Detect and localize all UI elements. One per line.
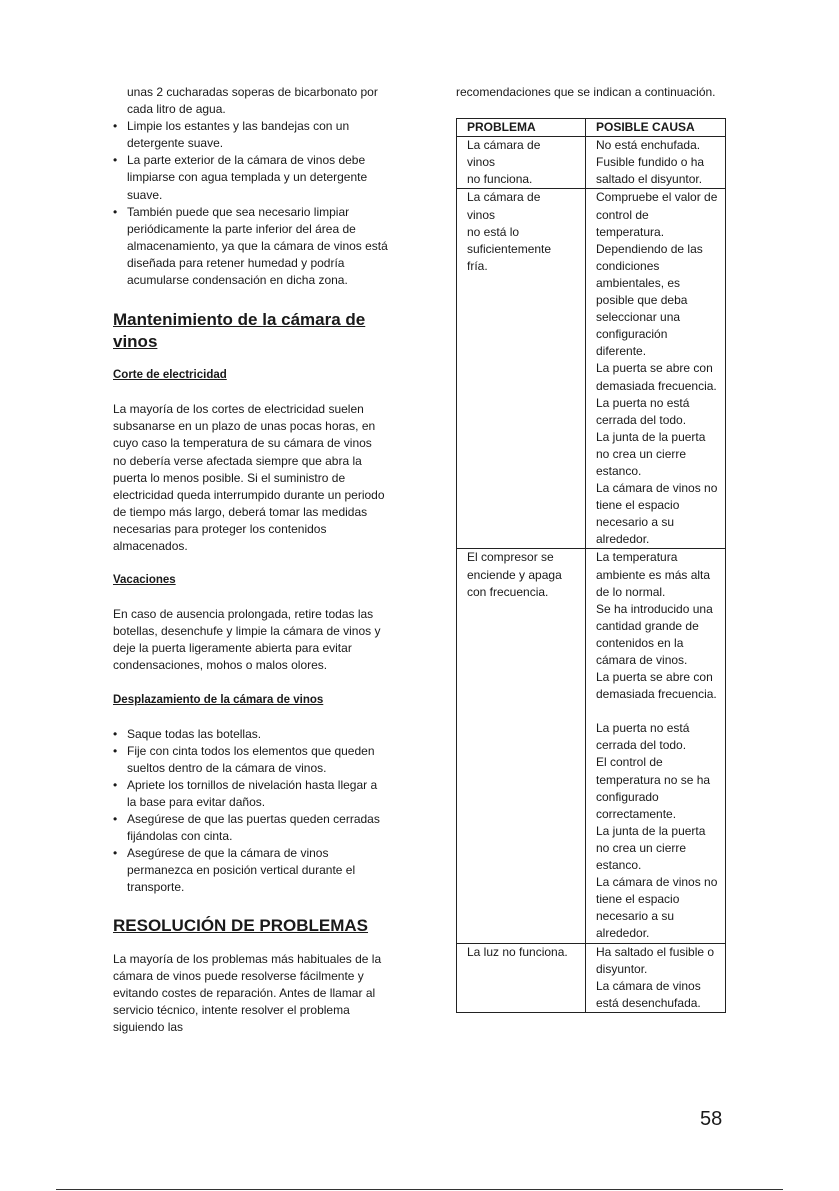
cause-item: La cámara de vinos no tiene el espacio necesario a su alrededor. <box>596 481 718 547</box>
power-outage-heading: Corte de electricidad <box>113 369 227 382</box>
holidays-text: En caso de ausencia prolongada, retire todas las botellas, desenchufe y limpie la cámara de vinos y deje la puerta ligeramente abierta para evitar condensaciones, mohos o malos olores. <box>113 607 381 673</box>
cause-item: La puerta no está cerrada del todo. <box>596 721 690 753</box>
header-problem: PROBLEMA <box>457 119 586 137</box>
cause-item: Fusible fundido o ha saltado el disyuntor. <box>596 155 705 187</box>
problem-line: suficientemente <box>467 241 552 256</box>
table-row <box>457 137 726 189</box>
table-intro: recomendaciones que se indican a continuación. <box>456 85 716 99</box>
troubleshooting-table <box>456 118 726 1013</box>
header-cause: POSIBLE CAUSA <box>586 119 726 137</box>
footer-divider <box>56 1189 783 1190</box>
problem-cell <box>457 549 586 943</box>
problem-line: fría. <box>467 258 488 273</box>
cause-item: La junta de la puerta no crea un cierre estanco. <box>596 823 706 873</box>
table-header-row <box>457 119 726 137</box>
list-item: • Apriete los tornillos de nivelación hasta llegar a la base para evitar daños. <box>113 777 388 811</box>
cause-item: La cámara de vinos está desenchufada. <box>596 978 701 1010</box>
list-item: • Asegúrese de que las puertas queden cerradas fijándolas con cinta. <box>113 811 388 845</box>
cause-item: El control de temperatura no se ha configurado correctamente. <box>596 755 711 821</box>
cause-cell <box>586 549 726 943</box>
page-number: 58 <box>700 1108 723 1130</box>
cause-item: Ha saltado el fusible o disyuntor. <box>596 944 715 976</box>
problem-line: La luz no funciona. <box>467 944 568 959</box>
problem-line: La cámara de <box>467 138 541 153</box>
cleaning-bullet-list <box>113 118 388 289</box>
problem-line: El compresor se enciende y apaga con frecuencia. <box>467 550 562 599</box>
maintenance-heading: Mantenimiento de la cámara de vinos <box>113 310 366 352</box>
holidays-heading: Vacaciones <box>113 574 176 587</box>
cause-item: La puerta no está cerrada del todo. <box>596 395 690 427</box>
moving-heading: Desplazamiento de la cámara de vinos <box>113 693 324 706</box>
problem-cell <box>457 943 586 1012</box>
table-row <box>457 549 726 943</box>
cause-item: La junta de la puerta no crea un cierre estanco. <box>596 429 706 478</box>
problem-line: La cámara de <box>467 190 541 205</box>
list-item: • También puede que sea necesario limpiar periódicamente la parte inferior del área de almacenamiento, ya que la cámara de vinos está diseñada para retener humedad y podría acumularse condensación en dicha zona. <box>113 204 388 289</box>
list-item: • Saque todas las botellas. <box>113 726 388 743</box>
cause-cell <box>586 189 726 549</box>
list-item: • Limpie los estantes y las bandejas con un detergente suave. <box>113 118 388 152</box>
cause-item: La cámara de vinos no tiene el espacio necesario a su alrededor. <box>596 875 718 941</box>
list-item: • Fije con cinta todos los elementos que queden sueltos dentro de la cámara de vinos. <box>113 743 388 777</box>
list-item: • La parte exterior de la cámara de vinos debe limpiarse con agua templada y un detergente suave. <box>113 152 388 203</box>
power-outage-text: La mayoría de los cortes de electricidad suelen subsanarse en un plazo de unas pocas horas, en cuyo caso la temperatura de su cámara de vinos no debería verse afectada siempre que abra la puerta lo menos posible. Si el suministro de electricidad queda interrumpido durante un periodo de tiempo más largo, deberá tomar las medidas necesarias para proteger los contenidos almacenados. <box>113 402 385 553</box>
left-column <box>113 84 388 1036</box>
troubleshooting-text: La mayoría de los problemas más habituales de la cámara de vinos puede resolverse fácilmente y evitando costes de reparación. Antes de llamar al servicio técnico, intente resolver el problema siguiendo las <box>113 951 382 1034</box>
list-item: • Asegúrese de que la cámara de vinos permanezca en posición vertical durante el transporte. <box>113 845 388 896</box>
troubleshooting-heading: RESOLUCIÓN DE PROBLEMAS <box>113 915 369 935</box>
cause-spacer <box>596 703 719 720</box>
problem-cell <box>457 189 586 549</box>
right-column <box>456 84 726 1013</box>
problem-line: no está lo <box>467 224 520 239</box>
problem-line: vinos <box>467 207 496 222</box>
table-row <box>457 943 726 1012</box>
moving-bullet-list <box>113 726 388 897</box>
problem-line: vinos <box>467 155 496 170</box>
cause-cell <box>586 137 726 189</box>
cause-cell <box>586 943 726 1012</box>
cause-item: La puerta se abre con demasiada frecuencia. <box>596 361 717 393</box>
cause-item: La puerta se abre con demasiada frecuencia. <box>596 670 717 702</box>
problem-line: no funciona. <box>467 172 533 187</box>
problem-cell <box>457 137 586 189</box>
cause-item: No está enchufada. <box>596 138 701 153</box>
table-row <box>457 189 726 549</box>
cause-item: Se ha introducido una cantidad grande de contenidos en la cámara de vinos. <box>596 601 713 667</box>
cause-item: Compruebe el valor de control de temperatura. Dependiendo de las condiciones ambientales, es posible que deba seleccionar una configuración diferente. <box>596 190 718 359</box>
cause-item: La temperatura ambiente es más alta de lo normal. <box>596 550 711 599</box>
cleaning-intro-continuation: unas 2 cucharadas soperas de bicarbonato por cada litro de agua. <box>127 85 378 117</box>
